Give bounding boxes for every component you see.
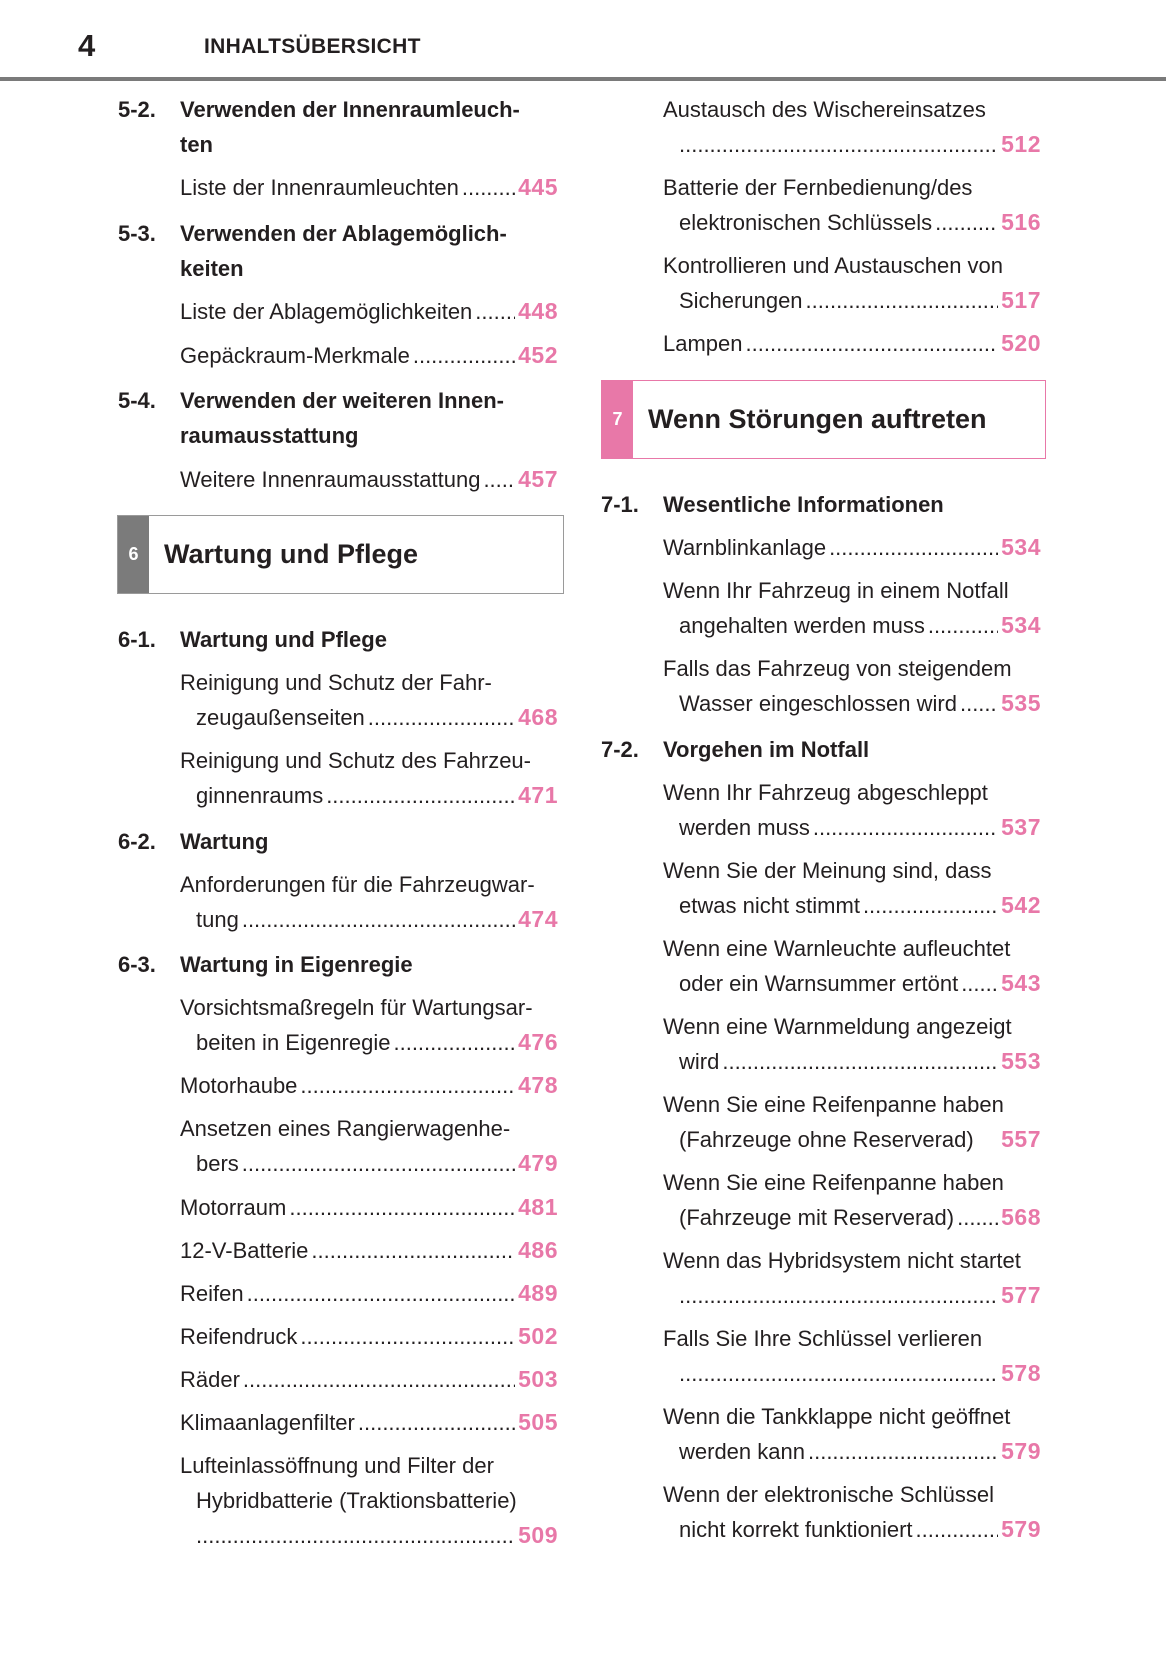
section-title-line1: Verwenden der Ablagemöglich- bbox=[180, 221, 507, 246]
entry-text: Klimaanlagenfilter bbox=[180, 1410, 355, 1435]
entry-text-line1: Anforderungen für die Fahrzeugwar- bbox=[180, 872, 535, 897]
page-title: INHALTSÜBERSICHT bbox=[204, 35, 421, 58]
entry-text-line2: (Fahrzeuge mit Reserverad) bbox=[679, 1205, 955, 1230]
toc-entry-reifen[interactable] bbox=[180, 1276, 558, 1311]
toc-entry-motorraum[interactable] bbox=[180, 1190, 558, 1225]
page-ref: 502 bbox=[518, 1323, 558, 1349]
chapter-number-tab: 6 bbox=[118, 516, 149, 593]
page-ref: 512 bbox=[1001, 131, 1041, 157]
entry-text: Reifendruck bbox=[180, 1324, 298, 1349]
section-title-line2: ten bbox=[180, 132, 213, 157]
entry-text-line1: Ansetzen eines Rangierwagenhe- bbox=[180, 1116, 511, 1141]
page-ref: 535 bbox=[1001, 690, 1041, 716]
page-ref: 517 bbox=[1001, 287, 1041, 313]
toc-entry-steigendes-wasser[interactable] bbox=[663, 651, 1041, 721]
entry-text: Motorraum bbox=[180, 1195, 287, 1220]
entry-text-line1: Kontrollieren und Austauschen von bbox=[663, 253, 1004, 278]
entry-text-line1: Wenn Sie eine Reifenpanne haben bbox=[663, 1092, 1004, 1117]
entry-text-line2: wird bbox=[679, 1049, 720, 1074]
toc-entry-abschleppen[interactable] bbox=[663, 775, 1041, 845]
toc-entry-klimaanlagenfilter[interactable] bbox=[180, 1405, 558, 1440]
entry-text-line1: Wenn Ihr Fahrzeug abgeschleppt bbox=[663, 780, 988, 805]
toc-entry-lufteinlassoeffnung[interactable] bbox=[180, 1448, 558, 1553]
entry-text-line2: (Fahrzeuge ohne Reserverad) bbox=[679, 1127, 974, 1152]
entry-text: Liste der Innenraumleuchten bbox=[180, 175, 459, 200]
toc-entry-tankklappe[interactable] bbox=[663, 1399, 1041, 1469]
chapter-title: Wenn Störungen auftreten bbox=[648, 404, 987, 434]
entry-text: Gepäckraum-Merkmale bbox=[180, 343, 410, 368]
page-ref: 474 bbox=[518, 906, 558, 932]
page-ref: 577 bbox=[1001, 1282, 1041, 1308]
toc-entry-lampen[interactable] bbox=[663, 326, 1041, 361]
toc-entry-gepaeckraum[interactable] bbox=[180, 338, 558, 373]
entry-text-line1: Vorsichtsmaßregeln für Wartungsar- bbox=[180, 995, 533, 1020]
section-title-line2: keiten bbox=[180, 256, 244, 281]
section-title: Wartung bbox=[180, 829, 269, 854]
entry-text-line2: zeugaußenseiten bbox=[196, 705, 365, 730]
section-5-4[interactable] bbox=[118, 383, 568, 453]
entry-text: Weitere Innenraumausstattung bbox=[180, 467, 481, 492]
toc-entry-reifenpanne-ohne-reserverad[interactable] bbox=[663, 1087, 1041, 1157]
entry-text-line2: nicht korrekt funktioniert bbox=[679, 1517, 913, 1542]
toc-entry-elektronischer-schluessel[interactable] bbox=[663, 1477, 1041, 1547]
entry-text-line2: elektronischen Schlüssels bbox=[679, 210, 933, 235]
page-ref: 445 bbox=[518, 174, 558, 200]
entry-text-line2: etwas nicht stimmt bbox=[679, 893, 860, 918]
entry-text-line1: Wenn Sie der Meinung sind, dass bbox=[663, 858, 992, 883]
chapter-number-tab: 7 bbox=[602, 381, 633, 458]
section-7-1[interactable] bbox=[601, 487, 1051, 522]
page-ref: 489 bbox=[518, 1280, 558, 1306]
header-rule bbox=[0, 77, 1166, 81]
page-ref: 537 bbox=[1001, 814, 1041, 840]
toc-entry-innenraumleuchten[interactable] bbox=[180, 170, 558, 205]
entry-text-line2: werden muss bbox=[679, 815, 810, 840]
toc-entry-etwas-nicht-stimmt[interactable] bbox=[663, 853, 1041, 923]
page-ref: 534 bbox=[1001, 612, 1041, 638]
page-ref: 509 bbox=[518, 1522, 558, 1548]
entry-text-line1: Reinigung und Schutz der Fahr- bbox=[180, 670, 492, 695]
section-number: 7-1. bbox=[601, 492, 639, 517]
toc-entry-notfall-anhalten[interactable] bbox=[663, 573, 1041, 643]
section-title: Wesentliche Informationen bbox=[663, 492, 944, 517]
section-title: Vorgehen im Notfall bbox=[663, 737, 870, 762]
toc-entry-wischereinsatz[interactable] bbox=[663, 92, 1041, 162]
toc-entry-reifendruck[interactable] bbox=[180, 1319, 558, 1354]
page-ref: 478 bbox=[518, 1072, 558, 1098]
entry-text-line2: angehalten werden muss bbox=[679, 613, 925, 638]
toc-entry-ablagemoeglichkeiten[interactable] bbox=[180, 294, 558, 329]
toc-entry-schluessel-verlieren[interactable] bbox=[663, 1321, 1041, 1391]
chapter-6-box[interactable] bbox=[117, 515, 564, 594]
chapter-title: Wartung und Pflege bbox=[164, 539, 418, 569]
toc-entry-reinigung-aussen[interactable] bbox=[180, 665, 558, 735]
page-ref: 479 bbox=[518, 1150, 558, 1176]
page-ref: 578 bbox=[1001, 1360, 1041, 1386]
section-title: Wartung und Pflege bbox=[180, 627, 387, 652]
chapter-7-box[interactable] bbox=[601, 380, 1046, 459]
page-ref: 457 bbox=[518, 466, 558, 492]
entry-text: Reifen bbox=[180, 1281, 244, 1306]
section-number: 6-2. bbox=[118, 829, 156, 854]
section-number: 5-3. bbox=[118, 221, 156, 246]
entry-text-line1: Wenn der elektronische Schlüssel bbox=[663, 1482, 994, 1507]
page-ref: 568 bbox=[1001, 1204, 1041, 1230]
toc-entry-rangierwagenheber[interactable] bbox=[180, 1111, 558, 1181]
page-ref: 534 bbox=[1001, 534, 1041, 560]
section-title-line1: Verwenden der weiteren Innen- bbox=[180, 388, 504, 413]
toc-entry-raeder[interactable] bbox=[180, 1362, 558, 1397]
page-ref: 503 bbox=[518, 1366, 558, 1392]
toc-entry-12v-batterie[interactable] bbox=[180, 1233, 558, 1268]
entry-text-line2: Wasser eingeschlossen wird bbox=[679, 691, 957, 716]
toc-entry-reinigung-innen[interactable] bbox=[180, 743, 558, 813]
entry-text-line2: ginnenraums bbox=[196, 783, 324, 808]
page-ref: 476 bbox=[518, 1029, 558, 1055]
entry-text: Liste der Ablagemöglichkeiten bbox=[180, 299, 473, 324]
page-ref: 471 bbox=[518, 782, 558, 808]
entry-text-line1: Falls Sie Ihre Schlüssel verlieren bbox=[663, 1326, 983, 1351]
page-ref: 516 bbox=[1001, 209, 1041, 235]
section-number: 5-2. bbox=[118, 97, 156, 122]
page-ref: 468 bbox=[518, 704, 558, 730]
toc-entry-reifenpanne-mit-reserverad[interactable] bbox=[663, 1165, 1041, 1235]
section-number: 6-1. bbox=[118, 627, 156, 652]
section-title: Wartung in Eigenregie bbox=[180, 952, 413, 977]
page-ref: 542 bbox=[1001, 892, 1041, 918]
entry-text-line1: Wenn das Hybridsystem nicht startet bbox=[663, 1248, 1021, 1273]
entry-text-line2: werden kann bbox=[679, 1439, 805, 1464]
section-title-line1: Verwenden der Innenraumleuch- bbox=[180, 97, 520, 122]
page-ref: 481 bbox=[518, 1194, 558, 1220]
entry-text: 12-V-Batterie bbox=[180, 1238, 309, 1263]
entry-text: Räder bbox=[180, 1367, 240, 1392]
section-number: 6-3. bbox=[118, 952, 156, 977]
section-number: 5-4. bbox=[118, 388, 156, 413]
page-ref: 557 bbox=[1001, 1126, 1041, 1152]
entry-text-line1: Wenn Sie eine Reifenpanne haben bbox=[663, 1170, 1004, 1195]
entry-text-line1: Falls das Fahrzeug von steigendem bbox=[663, 656, 1012, 681]
entry-text-line1: Reinigung und Schutz des Fahrzeu- bbox=[180, 748, 531, 773]
section-7-2[interactable] bbox=[601, 732, 1051, 767]
toc-entry-innenraumausstattung[interactable] bbox=[180, 462, 558, 497]
entry-text-line1: Batterie der Fernbedienung/des bbox=[663, 175, 973, 200]
entry-text-line1: Austausch des Wischereinsatzes bbox=[663, 97, 986, 122]
entry-text-line2: Hybridbatterie (Traktionsbatterie) bbox=[196, 1488, 517, 1513]
page-ref: 579 bbox=[1001, 1438, 1041, 1464]
entry-text-line1: Wenn Ihr Fahrzeug in einem Notfall bbox=[663, 578, 1009, 603]
entry-text-line1: Wenn die Tankklappe nicht geöffnet bbox=[663, 1404, 1011, 1429]
toc-entry-anforderungen-wartung[interactable] bbox=[180, 867, 558, 937]
page-ref: 543 bbox=[1001, 970, 1041, 996]
page-ref: 505 bbox=[518, 1409, 558, 1435]
page-ref: 448 bbox=[518, 298, 558, 324]
section-number: 7-2. bbox=[601, 737, 639, 762]
entry-text-line2: bers bbox=[196, 1151, 239, 1176]
section-6-3[interactable] bbox=[118, 947, 568, 982]
page-ref: 486 bbox=[518, 1237, 558, 1263]
section-title-line2: raumausstattung bbox=[180, 423, 359, 448]
entry-text-line2: beiten in Eigenregie bbox=[196, 1030, 391, 1055]
toc-entry-batterie-fernbedienung[interactable] bbox=[663, 170, 1041, 240]
toc-entry-sicherungen[interactable] bbox=[663, 248, 1041, 318]
page-number: 4 bbox=[78, 28, 96, 63]
entry-text-line2: oder ein Warnsummer ertönt bbox=[679, 971, 959, 996]
toc-entry-motorhaube[interactable] bbox=[180, 1068, 558, 1103]
entry-text: Motorhaube bbox=[180, 1073, 298, 1098]
toc-entry-warnblinkanlage[interactable] bbox=[663, 530, 1041, 565]
entry-text-line1: Lufteinlassöffnung und Filter der bbox=[180, 1453, 494, 1478]
entry-text-line2: tung bbox=[196, 907, 239, 932]
page-ref: 520 bbox=[1001, 330, 1041, 356]
section-6-2[interactable] bbox=[118, 824, 568, 859]
entry-text: Warnblinkanlage bbox=[663, 535, 827, 560]
section-5-2[interactable] bbox=[118, 92, 568, 162]
page-ref: 452 bbox=[518, 342, 558, 368]
section-6-1[interactable] bbox=[118, 622, 568, 657]
section-5-3[interactable] bbox=[118, 216, 568, 286]
page-ref: 579 bbox=[1001, 1516, 1041, 1542]
toc-entry-warnleuchte[interactable] bbox=[663, 931, 1041, 1001]
entry-text-line1: Wenn eine Warnmeldung angezeigt bbox=[663, 1014, 1012, 1039]
page-ref: 553 bbox=[1001, 1048, 1041, 1074]
toc-entry-warnmeldung[interactable] bbox=[663, 1009, 1041, 1079]
toc-entry-vorsichtsmassregeln[interactable] bbox=[180, 990, 558, 1060]
entry-text-line2: Sicherungen bbox=[679, 288, 803, 313]
entry-text: Lampen bbox=[663, 331, 743, 356]
entry-text-line1: Wenn eine Warnleuchte aufleuchtet bbox=[663, 936, 1011, 961]
toc-entry-hybridsystem[interactable] bbox=[663, 1243, 1041, 1313]
